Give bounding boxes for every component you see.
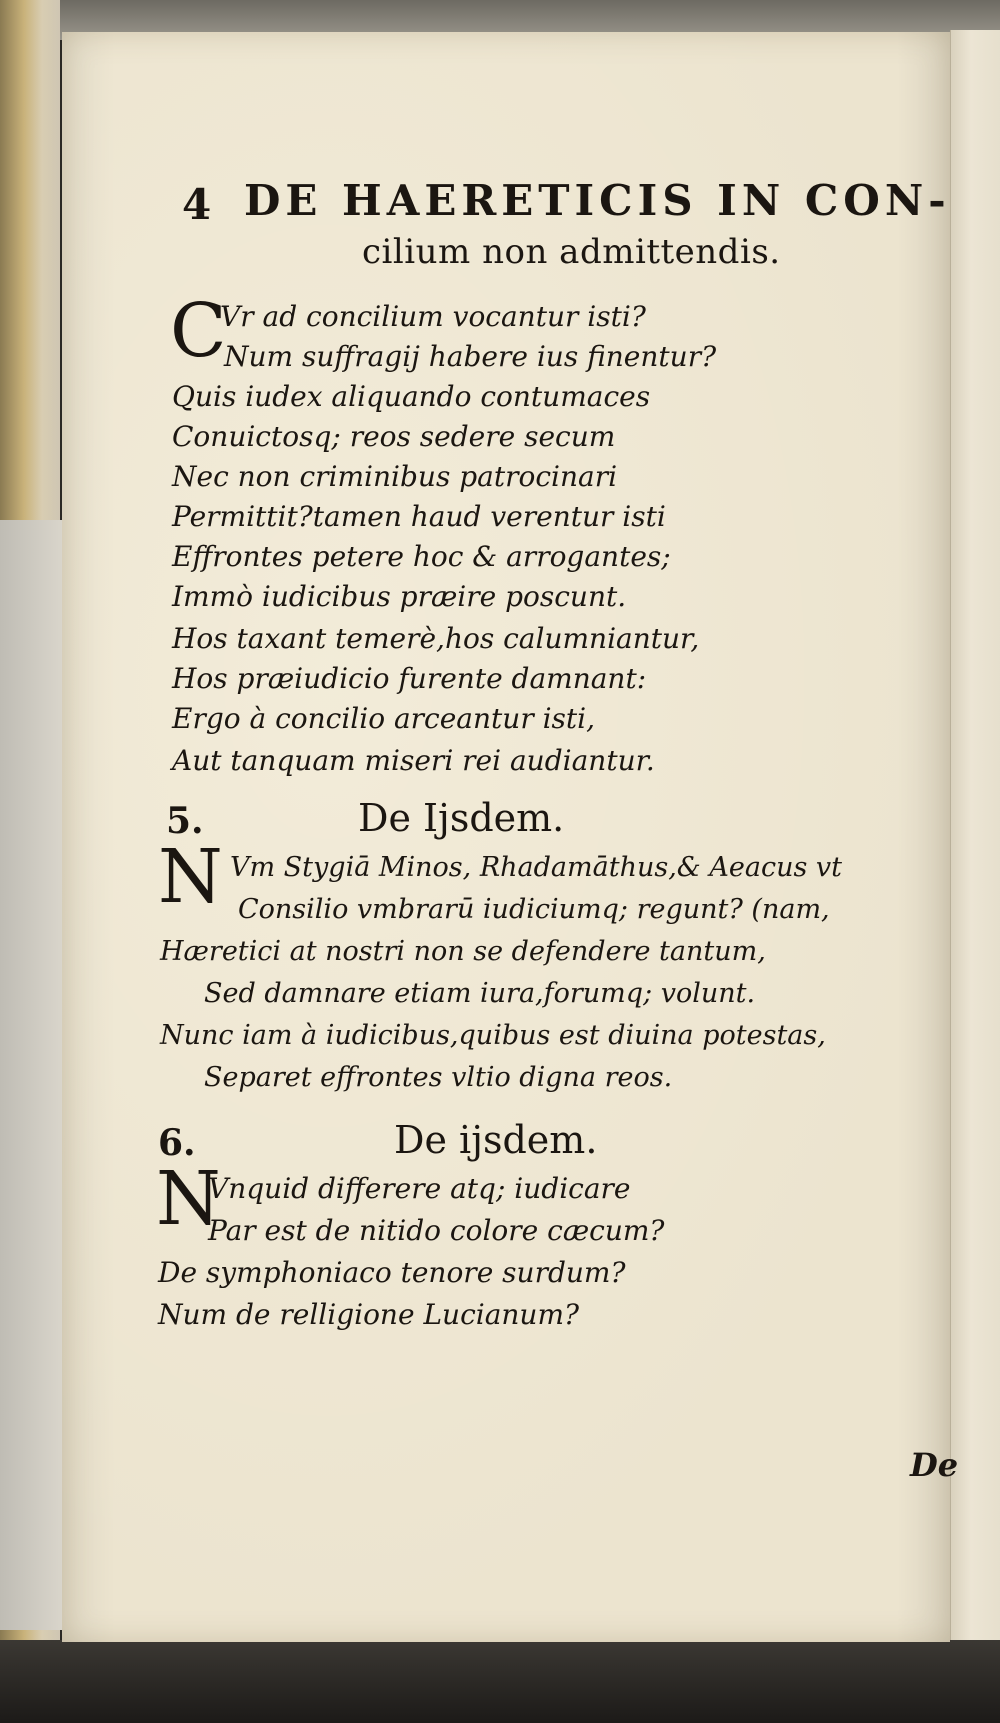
verse-line: Vm Stygiā Minos, Rhadamāthus,& Aeacus vt	[230, 852, 843, 883]
page-number: 4	[182, 180, 212, 229]
running-title: DE HAERETICIS IN CON-	[244, 176, 951, 225]
drop-cap: N	[156, 1156, 221, 1242]
section-number: 6.	[158, 1122, 196, 1164]
verse-line: Sed damnare etiam iura,forumq; volunt.	[204, 978, 756, 1009]
underlying-page-edge	[0, 520, 62, 1630]
verse-line: Hæretici at nostri non se defendere tantum,	[160, 936, 766, 967]
verse-line: Aut tanquam miseri rei audiantur.	[172, 744, 655, 777]
verse-line: Num suffragij habere ius finentur?	[224, 340, 717, 373]
verse-line: Conuictosq; reos sedere secum	[172, 420, 616, 453]
verse-line: Nec non criminibus patrocinari	[172, 460, 618, 493]
section-number: 5.	[166, 800, 204, 842]
verse-line: Nunc iam à iudicibus,quibus est diuina potestas,	[160, 1020, 826, 1051]
verse-line: Vr ad concilium vocantur isti?	[220, 300, 646, 333]
running-title-continuation: cilium non admittendis.	[362, 232, 781, 272]
verse-line: Vnquid differere atq; iudicare	[208, 1172, 631, 1205]
verse-line: Hos taxant temerè,hos calumniantur,	[172, 622, 700, 655]
drop-cap: C	[170, 288, 227, 374]
verse-line: Num de relligione Lucianum?	[158, 1298, 580, 1331]
facing-page-edge	[950, 30, 1000, 1650]
verse-line: Permittit?tamen haud verentur isti	[172, 500, 666, 533]
section-title: De Ijsdem.	[358, 796, 565, 840]
verse-line: Ergo à concilio arceantur isti,	[172, 702, 596, 735]
verse-line: Separet effrontes vltio digna reos.	[204, 1062, 673, 1093]
verse-line: Immò iudicibus præire poscunt.	[172, 580, 627, 613]
scan-background-bottom	[0, 1640, 1000, 1723]
verse-line: Effrontes petere hoc & arrogantes;	[172, 540, 671, 573]
verse-line: Hos præiudicio furente damnant:	[172, 662, 647, 695]
verse-line: Quis iudex aliquando contumaces	[172, 380, 651, 413]
book-page	[62, 32, 959, 1642]
verse-line: Consilio vmbrarū iudiciumq; regunt? (nam,	[238, 894, 830, 925]
drop-cap: N	[158, 834, 223, 920]
section-title: De ijsdem.	[394, 1118, 598, 1162]
catchword: De	[910, 1446, 959, 1484]
verse-line: De symphoniaco tenore surdum?	[158, 1256, 626, 1289]
verse-line: Par est de nitido colore cæcum?	[208, 1214, 665, 1247]
